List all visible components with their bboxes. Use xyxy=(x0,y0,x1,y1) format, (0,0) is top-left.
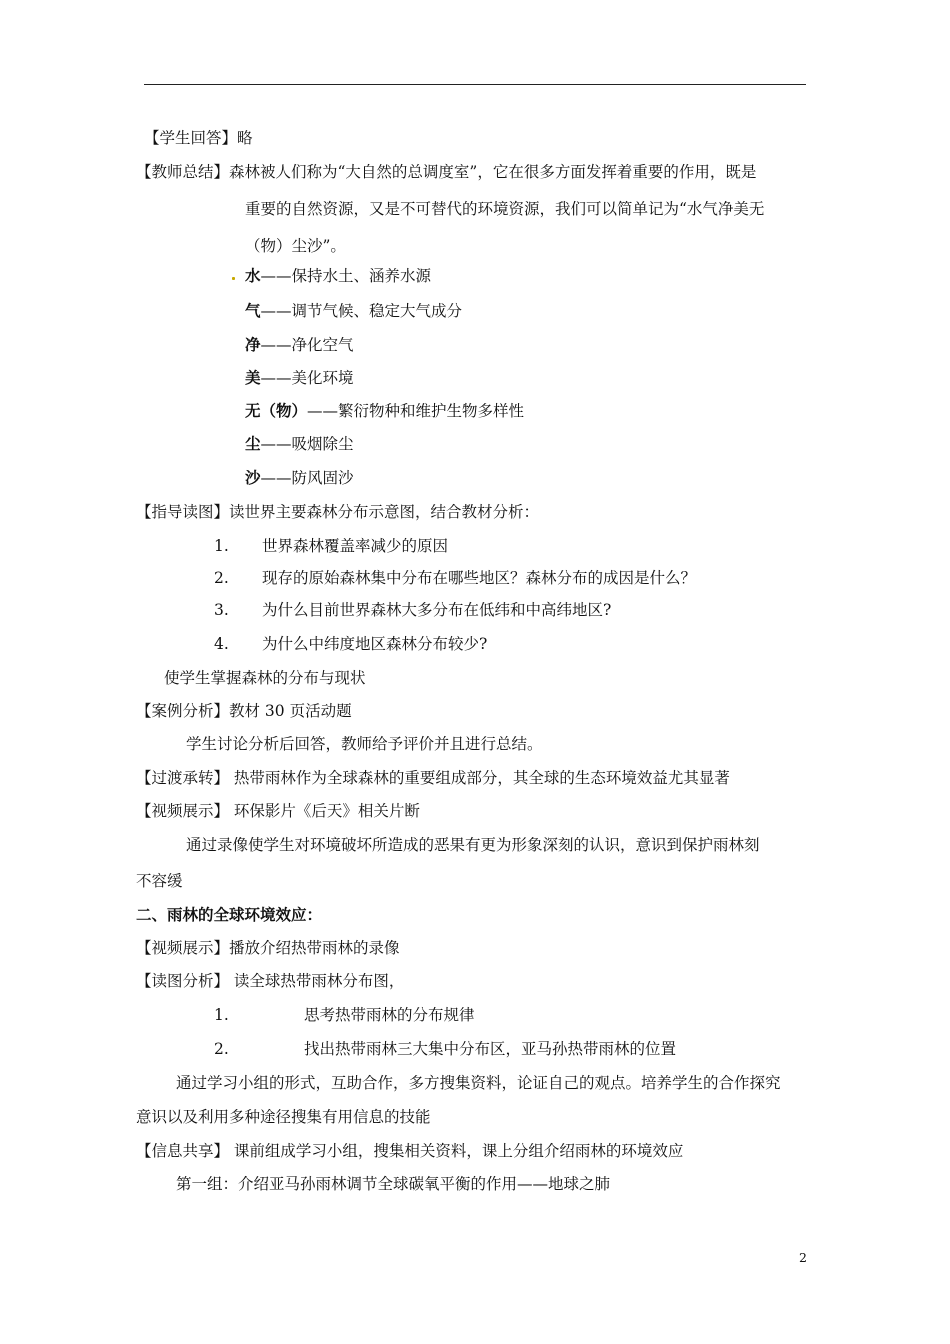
read-analysis-item-number: 1. xyxy=(214,1006,229,1024)
transition-line: 【过渡承转】 热带雨林作为全球森林的重要组成部分，其全球的生态环境效益尤其显著 xyxy=(136,769,730,787)
mnemonic-item xyxy=(245,335,354,355)
guide-item xyxy=(214,600,611,620)
read-analysis-note-2: 意识以及利用多种途径搜集有用信息的技能 xyxy=(136,1108,431,1126)
guide-item xyxy=(214,568,696,588)
guide-item-number: 4. xyxy=(214,635,229,653)
guide-item-number: 1. xyxy=(214,537,229,555)
read-analysis-item xyxy=(214,1005,475,1025)
mnemonic-item xyxy=(245,368,354,388)
header-rule xyxy=(144,84,806,85)
guide-item-text: 现存的原始森林集中分布在哪些地区？森林分布的成因是什么？ xyxy=(262,569,697,587)
mnemonic-text: ——保持水土、涵养水源 xyxy=(260,267,432,285)
read-analysis-intro: 【读图分析】 读全球热带雨林分布图， xyxy=(136,972,405,990)
video-note-line-2: 不容缓 xyxy=(136,872,183,890)
read-analysis-item-text: 思考热带雨林的分布规律 xyxy=(304,1006,475,1024)
teacher-summary-line-2: 重要的自然资源，又是不可替代的环境资源，我们可以简单记为“水气净美无 xyxy=(245,200,765,218)
mnemonic-item xyxy=(245,468,354,488)
mnemonic-key: 尘 xyxy=(245,434,261,453)
teacher-summary-line-3: （物）尘沙”。 xyxy=(245,237,346,255)
video-note-line-1: 通过录像使学生对环境破坏所造成的恶果有更为形象深刻的认识，意识到保护雨林刻 xyxy=(186,836,760,854)
mnemonic-item xyxy=(245,401,524,421)
video-show-line-2: 【视频展示】播放介绍热带雨林的录像 xyxy=(136,939,400,957)
guide-item-text: 世界森林覆盖率减少的原因 xyxy=(262,537,449,555)
read-analysis-note-1: 通过学习小组的形式，互助合作，多方搜集资料，论证自己的观点。培养学生的合作探究 xyxy=(176,1074,781,1092)
info-share-intro: 【信息共享】 课前组成学习小组，搜集相关资料，课上分组介绍雨林的环境效应 xyxy=(136,1142,684,1160)
guide-goal: 使学生掌握森林的分布与现状 xyxy=(164,669,366,687)
mnemonic-text: ——调节气候、稳定大气成分 xyxy=(260,302,463,320)
mnemonic-key: 水 xyxy=(245,266,261,285)
guide-item-number: 2. xyxy=(214,569,229,587)
mnemonic-item xyxy=(245,266,431,286)
guide-item-text: 为什么中纬度地区森林分布较少? xyxy=(262,635,488,653)
read-analysis-item xyxy=(214,1039,676,1059)
guide-item-number: 3. xyxy=(214,601,229,619)
guide-reading-intro: 【指导读图】读世界主要森林分布示意图，结合教材分析： xyxy=(136,503,540,521)
mnemonic-text: ——净化空气 xyxy=(260,336,354,354)
mnemonic-key: 沙 xyxy=(245,468,261,487)
mnemonic-text: ——美化环境 xyxy=(260,369,354,387)
page-number: 2 xyxy=(799,1250,807,1265)
read-analysis-item-number: 2. xyxy=(214,1040,229,1058)
video-show-line-1: 【视频展示】 环保影片《后天》相关片断 xyxy=(136,802,420,820)
mnemonic-text: ——繁衍物种和维护生物多样性 xyxy=(307,402,525,420)
case-analysis-text: 学生讨论分析后回答，教师给予评价并且进行总结。 xyxy=(186,735,543,753)
guide-item xyxy=(214,634,487,654)
info-share-group-1: 第一组：介绍亚马孙雨林调节全球碳氧平衡的作用——地球之肺 xyxy=(176,1175,611,1193)
student-answer-line: 【学生回答】略 xyxy=(144,129,253,147)
yellow-dot-mark xyxy=(232,277,235,280)
case-analysis-title: 【案例分析】教材 30 页活动题 xyxy=(136,702,352,720)
mnemonic-item xyxy=(245,434,354,454)
guide-item-text: 为什么目前世界森林大多分布在低纬和中高纬地区? xyxy=(262,601,612,619)
section-2-title: 二、雨林的全球环境效应： xyxy=(136,905,323,924)
mnemonic-key: 气 xyxy=(245,301,261,320)
mnemonic-text: ——吸烟除尘 xyxy=(260,435,354,453)
mnemonic-key: 净 xyxy=(245,335,261,354)
mnemonic-key: 无（物） xyxy=(245,401,308,420)
mnemonic-text: ——防风固沙 xyxy=(260,469,354,487)
guide-item xyxy=(214,536,448,556)
read-analysis-item-text: 找出热带雨林三大集中分布区，亚马孙热带雨林的位置 xyxy=(304,1040,677,1058)
mnemonic-item xyxy=(245,301,462,321)
mnemonic-key: 美 xyxy=(245,368,261,387)
teacher-summary-line-1: 【教师总结】森林被人们称为“大自然的总调度室”，它在很多方面发挥着重要的作用，既是 xyxy=(136,163,757,181)
